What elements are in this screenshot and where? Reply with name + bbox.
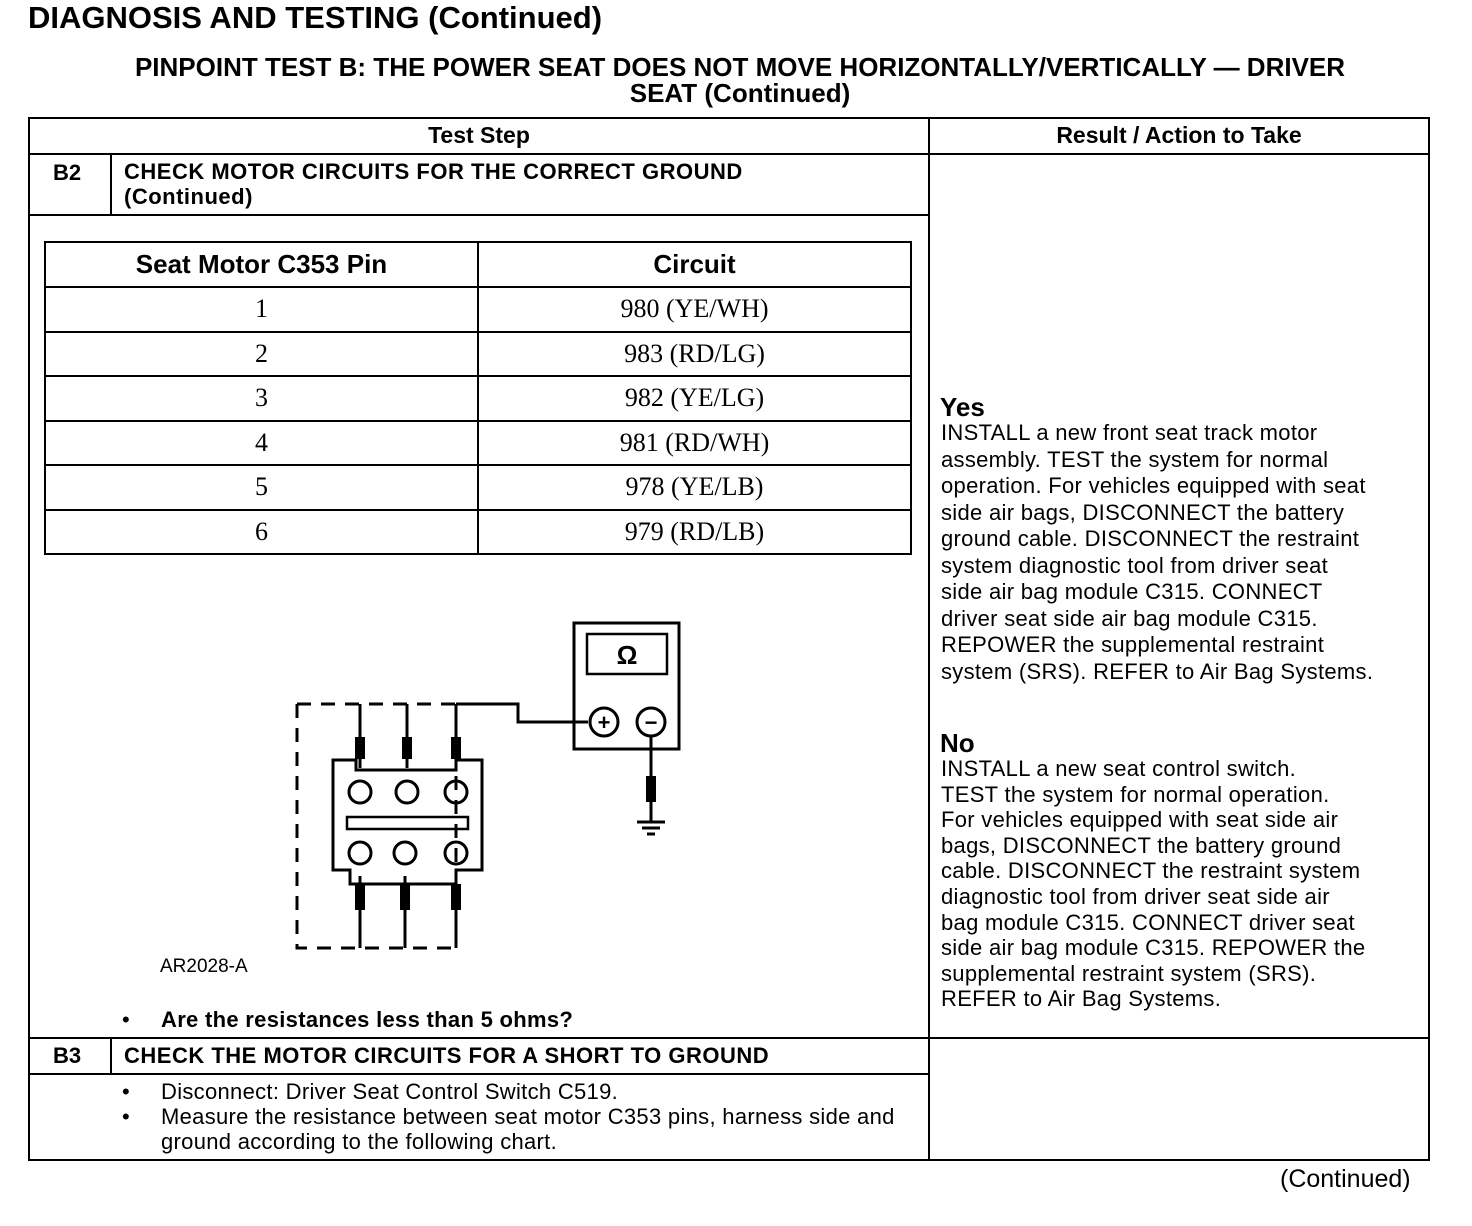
step-b2-title-line1: CHECK MOTOR CIRCUITS FOR THE CORRECT GROUND	[124, 159, 743, 184]
circuit-cell: 980 (YE/WH)	[620, 294, 769, 323]
result-yes-line: REPOWER the supplemental restraint	[941, 632, 1325, 657]
circuit-cell: 978 (YE/LB)	[625, 472, 764, 501]
pinpoint-title-line2: SEAT (Continued)	[629, 78, 851, 108]
header-result-action: Result / Action to Take	[1056, 122, 1302, 148]
connector-body	[333, 760, 482, 884]
probe-tip	[451, 884, 461, 910]
result-no-line: diagnostic tool from driver seat side air	[941, 883, 1330, 909]
result-no-text	[941, 756, 1426, 1012]
pin-cell: 2	[255, 339, 268, 368]
probe-tip	[355, 737, 365, 759]
result-no-line: bag module C315. CONNECT driver seat	[941, 909, 1355, 935]
pin-cell: 1	[255, 294, 268, 323]
continued-footer: (Continued)	[1280, 1165, 1411, 1193]
circuit-cell: 983 (RD/LG)	[624, 339, 765, 368]
probe-tip	[451, 737, 461, 759]
minus-sign: −	[644, 710, 658, 735]
b3-bullet-disconnect: Disconnect: Driver Seat Control Switch C519.	[161, 1079, 619, 1104]
step-b3-title: CHECK THE MOTOR CIRCUITS FOR A SHORT TO GROUND	[124, 1043, 770, 1068]
result-yes-line: system (SRS). REFER to Air Bag Systems.	[941, 658, 1374, 684]
step-b2-id: B2	[53, 160, 82, 185]
result-yes-line: system diagnostic tool from driver seat	[941, 552, 1329, 578]
figure-id: AR2028-A	[160, 956, 248, 977]
result-yes-text	[941, 420, 1426, 685]
meter-lead-positive	[456, 704, 588, 722]
pin-cell: 6	[255, 517, 268, 546]
pinpoint-title-line1: PINPOINT TEST B: THE POWER SEAT DOES NOT MOVE HORIZONTALLY/VERTICALLY — DRIVER	[134, 52, 1346, 82]
result-yes-label: Yes	[940, 392, 985, 422]
step-b3-id: B3	[53, 1043, 82, 1068]
result-yes-line: ground cable. DISCONNECT the restraint	[941, 526, 1360, 551]
result-yes-line: assembly. TEST the system for normal	[941, 446, 1329, 472]
circuit-cell: 982 (YE/LG)	[624, 383, 765, 412]
pin-cell: 4	[255, 428, 268, 457]
connector-latch-bar	[347, 817, 468, 829]
pin-table-header-circuit: Circuit	[653, 249, 736, 279]
result-no-line: INSTALL a new seat control switch.	[941, 756, 1297, 781]
probe-tip	[355, 884, 365, 910]
ground-symbol	[637, 822, 665, 834]
result-yes-line: operation. For vehicles equipped with seat	[941, 473, 1366, 498]
result-no-line: TEST the system for normal operation.	[941, 781, 1330, 807]
connector-pin	[349, 781, 371, 803]
page-title: DIAGNOSIS AND TESTING (Continued)	[28, 0, 603, 35]
probe-tip	[402, 737, 412, 759]
plus-sign: +	[597, 710, 611, 735]
result-yes-line: side air bags, DISCONNECT the battery	[941, 499, 1345, 525]
result-no-label: No	[940, 728, 975, 758]
b2-question-bullet: •	[122, 1007, 131, 1032]
pin-table-header-pin: Seat Motor C353 Pin	[135, 249, 388, 279]
result-yes-line: driver seat side air bag module C315.	[941, 605, 1318, 631]
result-no-line: REFER to Air Bag Systems.	[941, 986, 1222, 1012]
b3-bullet-marker: •	[122, 1079, 131, 1104]
harness-dashed-outline	[297, 704, 460, 948]
result-no-line: For vehicles equipped with seat side air	[941, 807, 1339, 833]
probe-tip	[646, 776, 656, 802]
pin-cell: 5	[255, 472, 268, 501]
connector-pin	[349, 842, 371, 864]
b3-bullet-measure: Measure the resistance between seat motor C353 pins, harness side and ground according to the following chart.	[161, 1104, 895, 1154]
circuit-cell: 981 (RD/WH)	[619, 428, 770, 457]
result-no-line: side air bag module C315. REPOWER the	[941, 935, 1366, 961]
header-test-step: Test Step	[428, 122, 530, 148]
connector-pin	[394, 842, 416, 864]
result-no-line: supplemental restraint system (SRS).	[941, 960, 1317, 986]
result-yes-line: INSTALL a new front seat track motor	[941, 420, 1318, 445]
b2-question: Are the resistances less than 5 ohms?	[161, 1007, 574, 1032]
result-yes-line: side air bag module C315. CONNECT	[941, 579, 1323, 604]
connector-pin	[396, 781, 418, 803]
b3-bullet-marker: •	[122, 1104, 131, 1129]
probe-tip	[400, 884, 410, 910]
result-no-line: bags, DISCONNECT the battery ground	[941, 832, 1342, 858]
pin-cell: 3	[255, 383, 268, 412]
ohm-symbol: Ω	[616, 640, 638, 670]
circuit-cell: 979 (RD/LB)	[624, 517, 765, 546]
result-no-line: cable. DISCONNECT the restraint system	[941, 858, 1361, 884]
step-b2-title-line2: (Continued)	[124, 184, 253, 209]
